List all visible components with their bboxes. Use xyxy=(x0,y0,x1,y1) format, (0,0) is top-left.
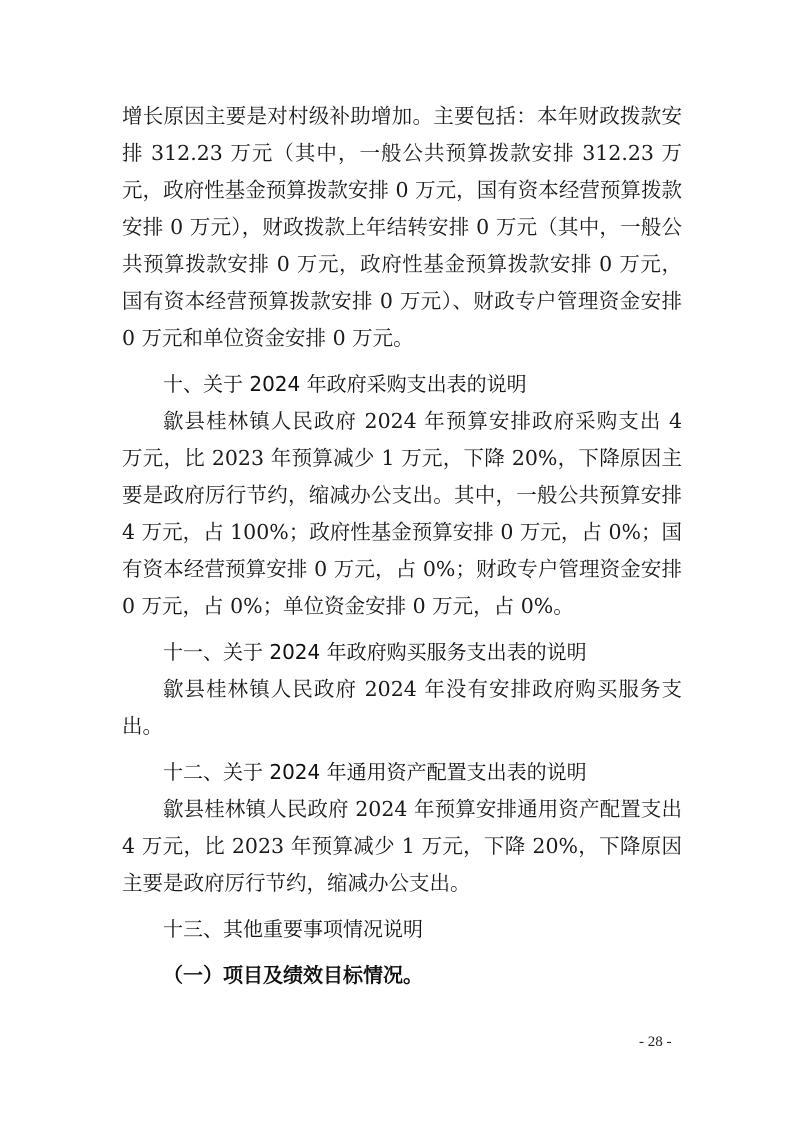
page-number: - 28 - xyxy=(639,1034,672,1050)
section-heading: 十、关于 2024 年政府采购支出表的说明 xyxy=(163,372,527,396)
body-paragraph: 歙县桂林镇人民政府 2024 年预算安排通用资产配置支出 4 万元，比 2023 年预算减少 1 万元，下降 20%，下降原因主要是政府厉行节约，缩减办公支出。 xyxy=(122,797,682,895)
document-page xyxy=(122,98,682,994)
section-heading: 十一、关于 2024 年政府购买服务支出表的说明 xyxy=(163,640,587,664)
body-paragraph: 歙县桂林镇人民政府 2024 年没有安排政府购买服务支出。 xyxy=(122,677,682,738)
body-paragraph: 歙县桂林镇人民政府 2024 年预算安排政府采购支出 4 万元，比 2023 年预算减少 1 万元，下降 20%，下降原因主要是政府厉行节约，缩减办公支出。其中，一般公共预算安排 4 万元，占 100%；政府性基金预算安排 0 万元，占 0%；国有资本经营预算安排 0 万元，占 0%；财政专户管理资金安排 0 万元，占 0%；单位资金安排 0 万元，占 0%。 xyxy=(122,409,682,618)
subsection-heading: （一）项目及绩效目标情况。 xyxy=(163,963,423,987)
section-heading: 十二、关于 2024 年通用资产配置支出表的说明 xyxy=(163,760,587,784)
body-paragraph: 增长原因主要是对村级补助增加。主要包括：本年财政拨款安排 312.23 万元（其中，一般公共预算拨款安排 312.23 万元，政府性基金预算拨款安排 0 万元，国有资本经营预算拨款安排 0 万元），财政拨款上年结转安排 0 万元（其中，一般公共预算拨款安排 0 万元，政府性基金预算拨款安排 0 万元，国有资本经营预算拨款安排 0 万元）、财政专户管理资金安排 0 万元和单位资金安排 0 万元。 xyxy=(122,104,682,350)
section-heading: 十三、其他重要事项情况说明 xyxy=(163,917,423,941)
